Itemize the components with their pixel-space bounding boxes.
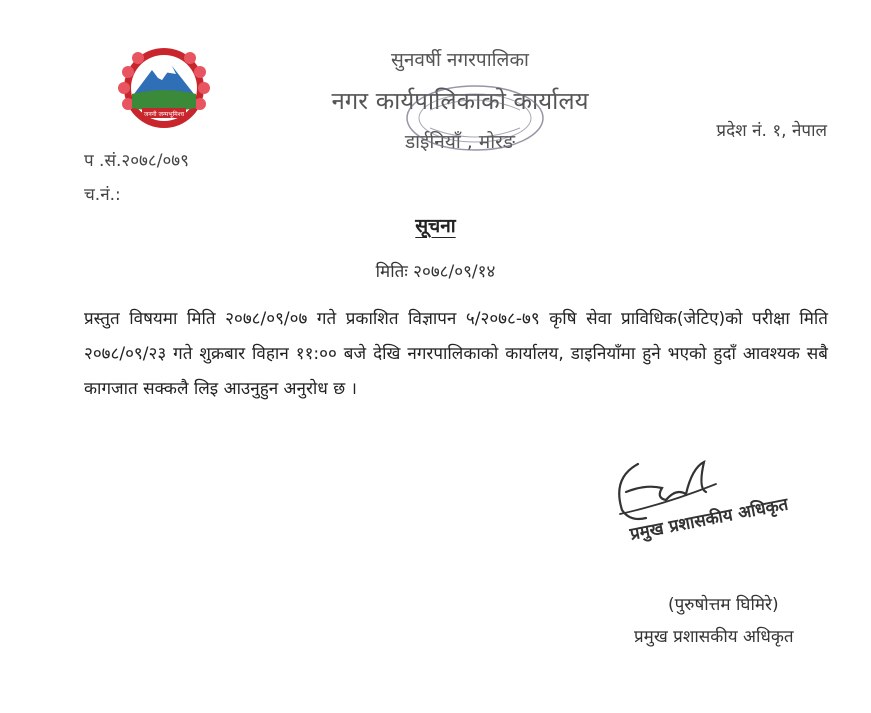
fiscal-year-ref: प .सं.२०७८/०७९ — [84, 151, 189, 171]
notice-date: मितिः २०७८/०९/१४ — [375, 262, 496, 282]
signatory-title: प्रमुख प्रशासकीय अधिकृत — [634, 627, 794, 647]
office-stamp — [400, 80, 550, 160]
dispatch-number-ref: च.नं.: — [84, 185, 121, 205]
svg-text:जननी जन्मभूमिश्च: जननी जन्मभूमिश्च — [143, 111, 185, 118]
notice-title: सूचना — [415, 215, 456, 237]
nepal-emblem-logo — [112, 42, 216, 136]
office-location: डाईनियाँ , मोरङ — [404, 131, 516, 153]
office-name: नगर कार्यपालिकाको कार्यालय — [331, 87, 589, 115]
notice-body: प्रस्तुत विषयमा मिति २०७८/०९/०७ गते प्रकाशित विज्ञापन ५/२०७८-७९ कृषि सेवा प्राविधिक(जेटिए)को परीक्षा मिति २०७८/०९/२३ गते शुक्रबार विहान ११:०० बजे देखि नगरपालिकाको कार्यालय, डाइनियाँमा हुने भएको हुदाँ आवश्यक सबै कागजात सक्कलै लिइ आउनुहुन अनुरोध छ । — [84, 309, 828, 399]
municipality-name: सुनवर्षी नगरपालिका — [391, 49, 529, 71]
signatory-name: (पुरुषोत्तम घिमिरे) — [668, 595, 779, 615]
province-label: प्रदेश नं. १, नेपाल — [716, 121, 827, 141]
signatory-stamp: प्रमुख प्रशासकीय अधिकृत — [628, 494, 790, 545]
